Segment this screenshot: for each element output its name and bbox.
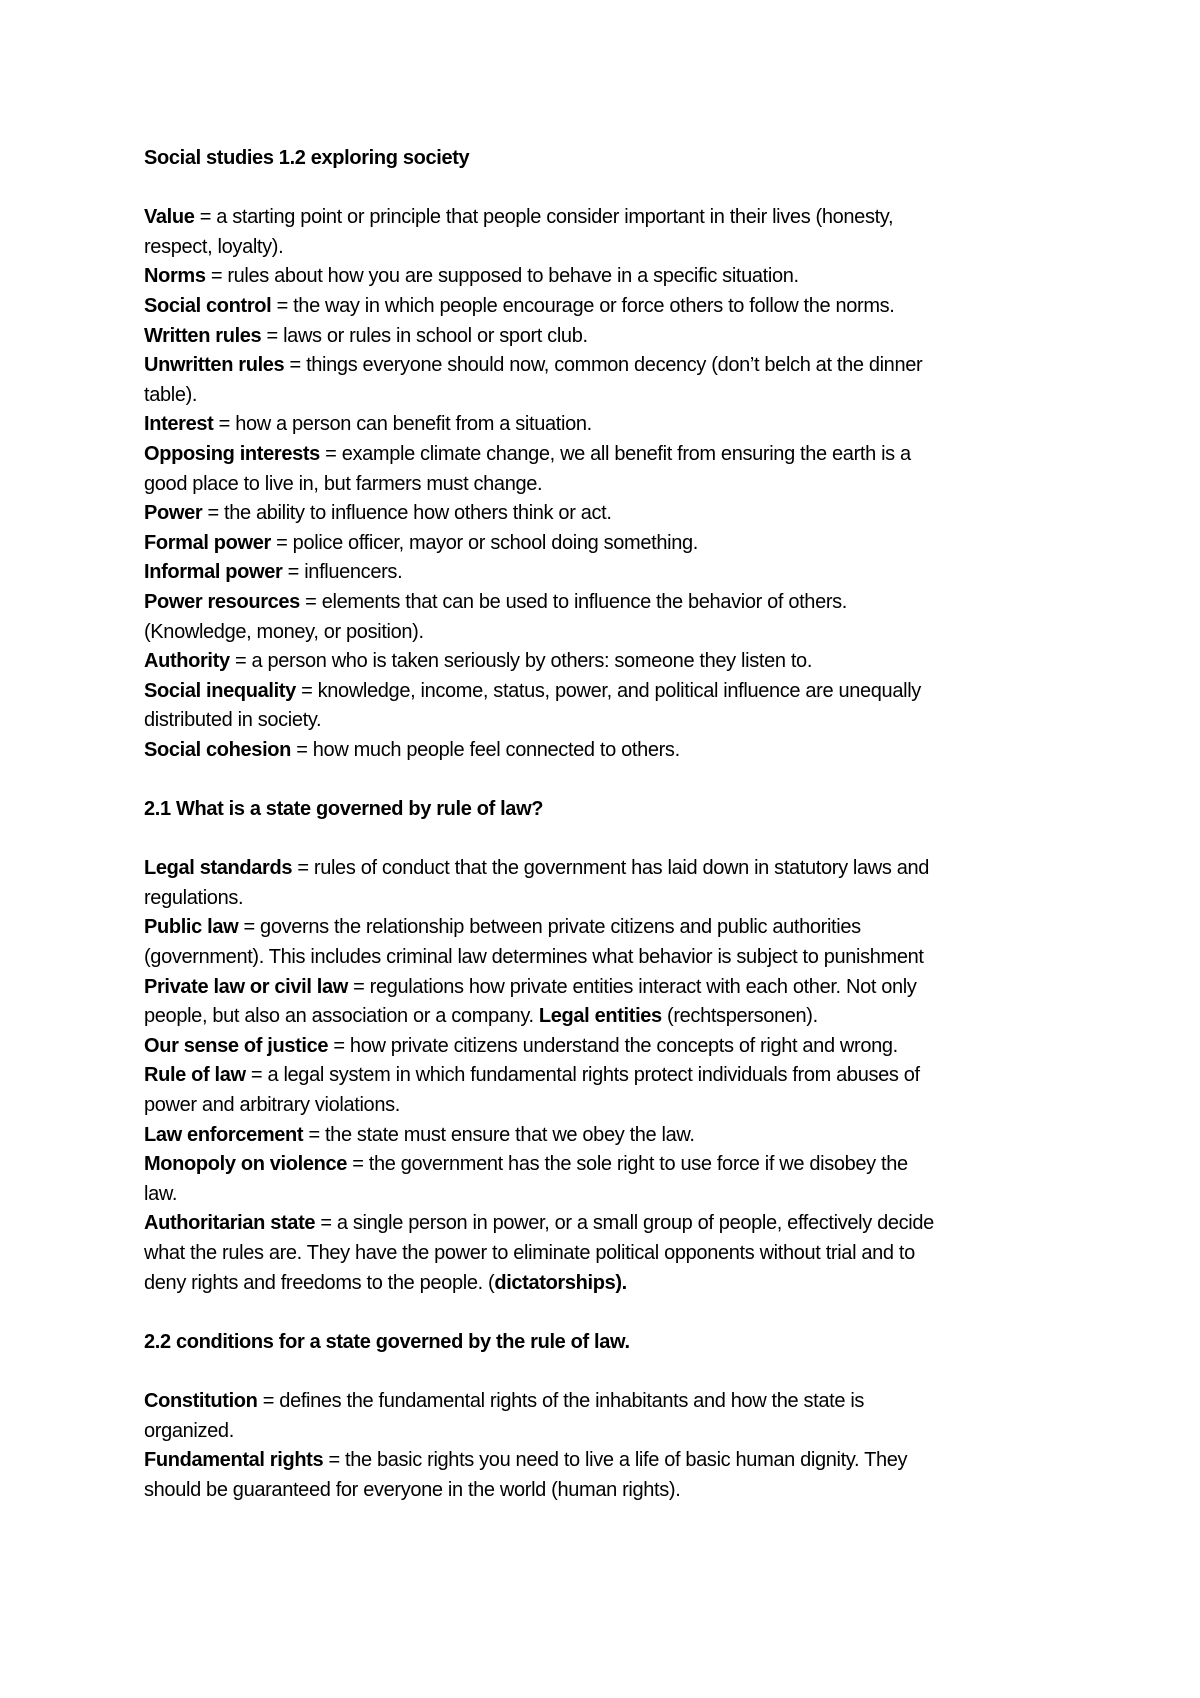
definition-opposing-interests [144, 440, 1064, 470]
definition-monopoly-on-violence [144, 1150, 1064, 1180]
definition-text: = police officer, mayor or school doing something. [270, 531, 698, 554]
definition-law-enforcement [144, 1121, 1064, 1151]
blank-line [144, 174, 1064, 204]
definition-continuation: (Knowledge, money, or position). [144, 620, 424, 643]
definition-formal-power [144, 529, 1064, 559]
definition-continuation: regulations. [144, 886, 244, 909]
definition-continuation: distributed in society. [144, 709, 322, 732]
term: Interest [144, 413, 214, 436]
definition-text: = knowledge, income, status, power, and political influence are unequally [295, 679, 921, 702]
definition-text: = laws or rules in school or sport club. [261, 324, 588, 347]
definition-constitution [144, 1387, 1064, 1417]
term: Fundamental rights [144, 1449, 324, 1472]
definition-rule-of-law [144, 1061, 1064, 1091]
term: Monopoly on violence [144, 1153, 348, 1176]
definition-text: = a starting point or principle that people consider important in their lives (honesty, [194, 206, 894, 229]
term: Our sense of justice [144, 1034, 329, 1057]
definition-text: = the government has the sole right to use force if we disobey the [347, 1153, 908, 1176]
definition-text: = how private citizens understand the concepts of right and wrong. [328, 1034, 898, 1057]
term: Power resources [144, 590, 300, 613]
definition-social-cohesion [144, 736, 1064, 766]
term: Social control [144, 294, 272, 317]
definition-text: = a single person in power, or a small group of people, effectively decide [315, 1212, 934, 1235]
definition-continuation: respect, loyalty). [144, 235, 284, 258]
definition-unwritten-rules [144, 351, 1064, 381]
definition-text: = rules about how you are supposed to behave in a specific situation. [205, 265, 799, 288]
document-title: Social studies 1.2 exploring society [144, 147, 470, 169]
definition-continuation: table). [144, 383, 198, 406]
definition-text: deny rights and freedoms to the people. ( [144, 1271, 495, 1294]
blank-line [144, 1298, 1064, 1328]
definition-continuation: (government). This includes criminal law determines what behavior is subject to punishment [144, 946, 924, 969]
definition-continuation: power and arbitrary violations. [144, 1094, 400, 1116]
term: Private law or civil law [144, 975, 348, 998]
term: Value [144, 206, 195, 229]
definition-interest [144, 410, 1064, 440]
definition-text: = example climate change, we all benefit from ensuring the earth is a [319, 442, 911, 465]
definition-text: = defines the fundamental rights of the inhabitants and how the state is [257, 1389, 865, 1412]
term: dictatorships). [494, 1271, 627, 1294]
term: Social inequality [144, 679, 296, 702]
term: Social cohesion [144, 738, 292, 761]
definition-text: = a legal system in which fundamental rights protect individuals from abuses of [245, 1064, 920, 1087]
definition-continuation: good place to live in, but farmers must change. [144, 472, 543, 495]
definition-text: = regulations how private entities interact with each other. Not only [347, 975, 917, 998]
blank-line [144, 765, 1064, 795]
definition-text: = a person who is taken seriously by others: someone they listen to. [229, 650, 813, 673]
definition-legal-standards [144, 854, 1064, 884]
document-body [144, 144, 1064, 1505]
term: Law enforcement [144, 1123, 304, 1146]
term: Rule of law [144, 1064, 246, 1087]
definition-informal-power [144, 558, 1064, 588]
definition-text: = the ability to influence how others think or act. [202, 502, 612, 525]
term: Opposing interests [144, 442, 320, 465]
definition-text: = how a person can benefit from a situation. [213, 413, 592, 436]
definition-authoritarian-state [144, 1209, 1064, 1239]
definition-public-law [144, 913, 1064, 943]
definition-sense-of-justice [144, 1032, 1064, 1062]
section-heading-2-2: 2.2 conditions for a state governed by the rule of law. [144, 1330, 630, 1353]
definition-power [144, 499, 1064, 529]
definition-private-law [144, 973, 1064, 1003]
term: Authoritarian state [144, 1212, 316, 1235]
section-heading-2-1: 2.1 What is a state governed by rule of law? [144, 798, 544, 821]
definition-continuation: what the rules are. They have the power to eliminate political opponents without trial and to [144, 1241, 915, 1264]
definition-text: = elements that can be used to influence the behavior of others. [299, 590, 848, 613]
definition-fundamental-rights [144, 1446, 1064, 1476]
definition-authority [144, 647, 1064, 677]
definition-continuation: organized. [144, 1419, 234, 1442]
term: Constitution [144, 1389, 258, 1412]
term: Legal standards [144, 857, 293, 880]
term: Public law [144, 916, 239, 939]
definition-social-inequality [144, 677, 1064, 707]
term: Norms [144, 265, 206, 288]
term: Formal power [144, 531, 271, 554]
blank-line [144, 825, 1064, 855]
definition-text: = rules of conduct that the government has laid down in statutory laws and [292, 857, 930, 880]
definition-text: (rechtspersonen). [661, 1005, 818, 1028]
definition-text: = how much people feel connected to others. [291, 738, 680, 761]
definition-text: = the basic rights you need to live a life of basic human dignity. They [323, 1449, 908, 1472]
blank-line [144, 1357, 1064, 1387]
term: Legal entities [538, 1005, 662, 1028]
term: Unwritten rules [144, 354, 285, 377]
term: Written rules [144, 324, 262, 347]
definition-text: = governs the relationship between private citizens and public authorities [238, 916, 861, 939]
definition-continuation: law. [144, 1182, 178, 1205]
definition-text: = influencers. [282, 561, 403, 584]
definition-value [144, 203, 1064, 233]
definition-written-rules [144, 322, 1064, 352]
definition-norms [144, 262, 1064, 292]
definition-power-resources [144, 588, 1064, 618]
definition-continuation: should be guaranteed for everyone in the world (human rights). [144, 1478, 681, 1501]
definition-continuation [144, 1269, 1064, 1299]
definitions-section-1 [144, 203, 1064, 765]
definition-text: = things everyone should now, common decency (don’t belch at the dinner [284, 354, 923, 377]
definition-text: = the way in which people encourage or force others to follow the norms. [271, 294, 895, 317]
definition-text: people, but also an association or a company. [144, 1005, 539, 1028]
term: Power [144, 502, 203, 525]
term: Authority [144, 650, 230, 673]
term: Informal power [144, 561, 283, 584]
definition-social-control [144, 292, 1064, 322]
definition-text: = the state must ensure that we obey the law. [303, 1123, 695, 1146]
definition-continuation [144, 1002, 1064, 1032]
